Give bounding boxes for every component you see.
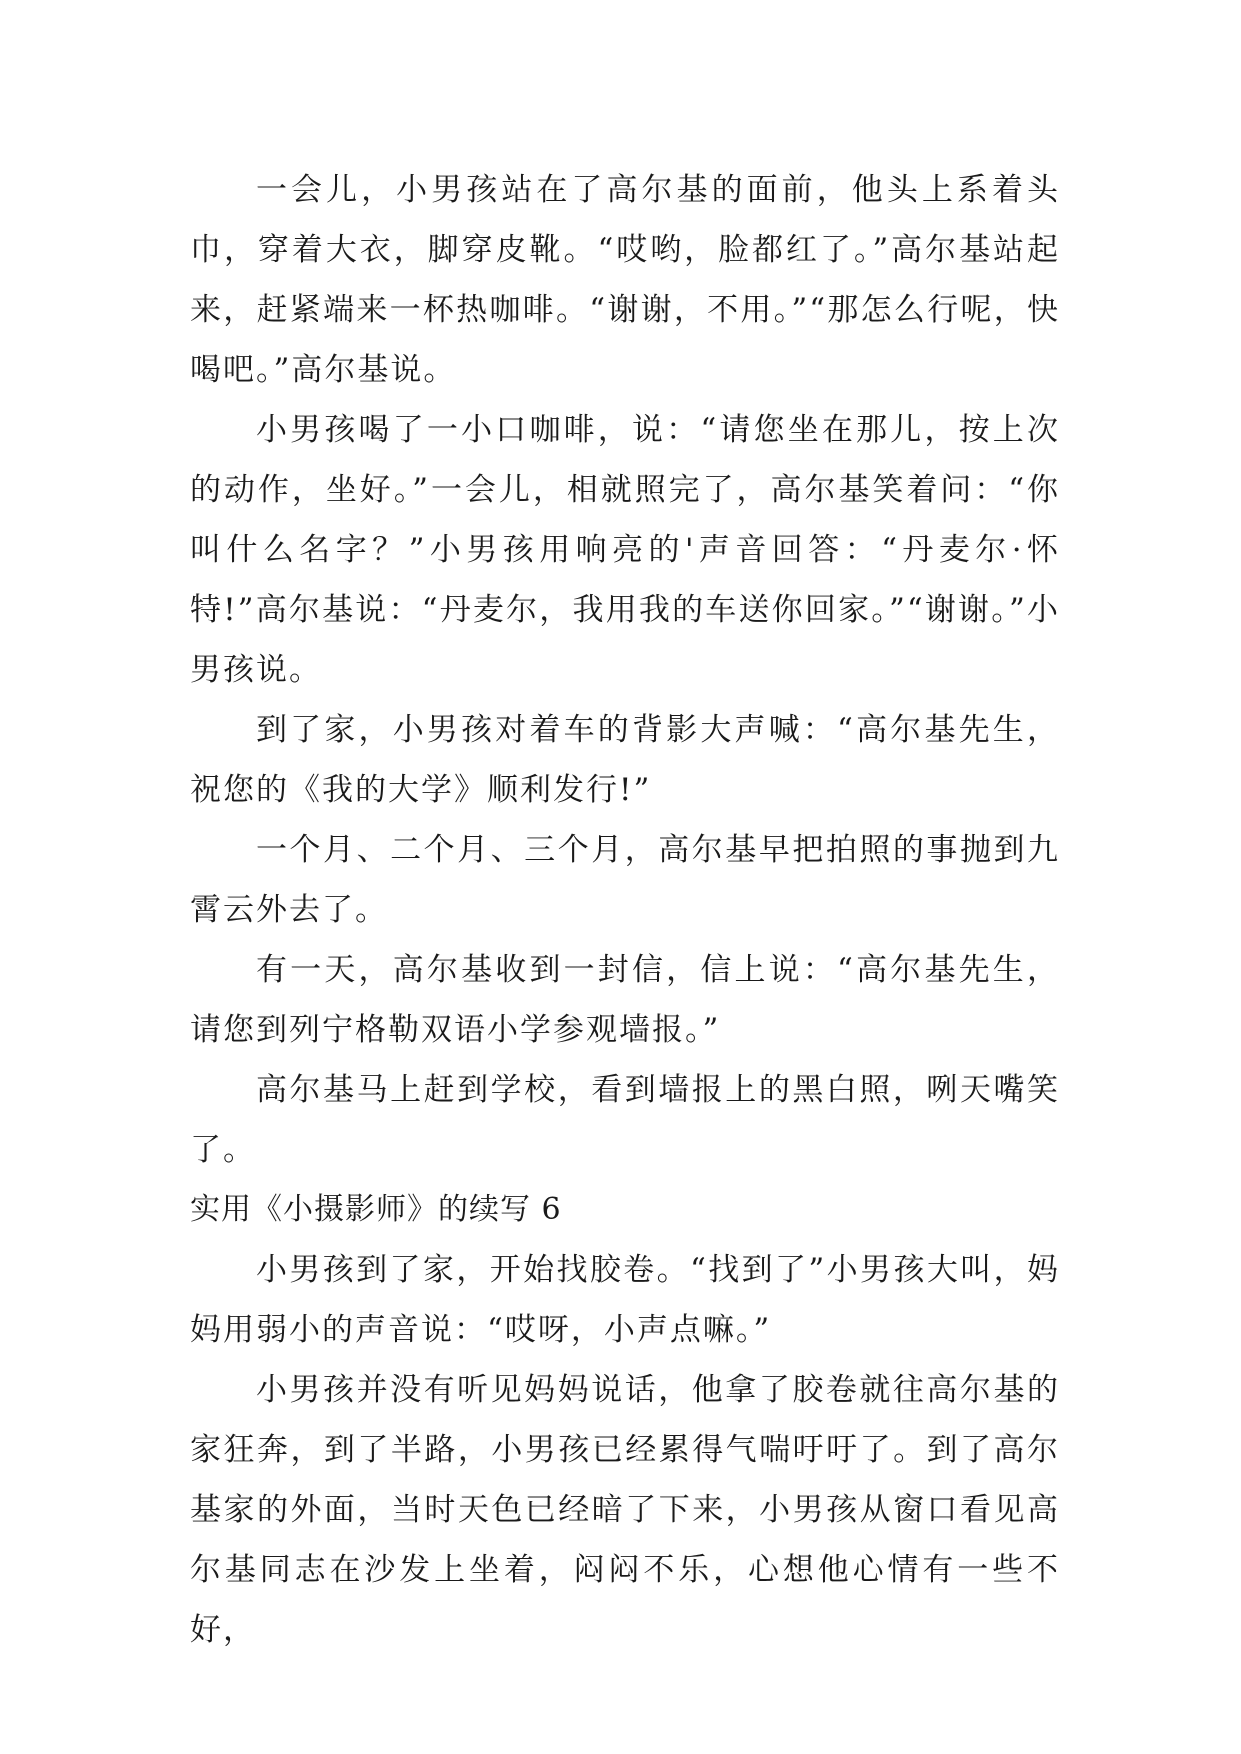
paragraph: 一个月、二个月、三个月，高尔基早把拍照的事抛到九霄云外去了。 xyxy=(190,832,1060,928)
paragraph: 小男孩并没有听见妈妈说话，他拿了胶卷就往高尔基的家狂奔，到了半路，小男孩已经累得气喘吁吁了。到了高尔基家的外面，当时天色已经暗了下来，小男孩从窗口看见高尔基同志在沙发上坐着，闷闷不乐，心想他心情有一些不好， xyxy=(190,1372,1060,1648)
paragraph: 高尔基马上赶到学校，看到墙报上的黑白照，咧天嘴笑了。 xyxy=(190,1072,1060,1168)
document-body xyxy=(190,160,1060,1660)
paragraph: 到了家，小男孩对着车的背影大声喊：“高尔基先生，祝您的《我的大学》顺利发行!” xyxy=(190,712,1060,808)
paragraph: 一会儿，小男孩站在了高尔基的面前，他头上系着头巾，穿着大衣，脚穿皮靴。“哎哟，脸都红了。”高尔基站起来，赶紧端来一杯热咖啡。“谢谢，不用。”“那怎么行呢，快喝吧。”高尔基说。 xyxy=(190,172,1060,388)
paragraph: 有一天，高尔基收到一封信，信上说：“高尔基先生，请您到列宁格勒双语小学参观墙报。” xyxy=(190,952,1060,1048)
section-heading: 实用《小摄影师》的续写 6 xyxy=(190,1192,562,1227)
paragraph: 小男孩喝了一小口咖啡，说：“请您坐在那儿，按上次的动作，坐好。”一会儿，相就照完了，高尔基笑着问：“你叫什么名字？”小男孩用响亮的'声音回答：“丹麦尔·怀特!”高尔基说：“丹麦尔，我用我的车送你回家。”“谢谢。”小男孩说。 xyxy=(190,412,1060,688)
paragraph: 小男孩到了家，开始找胶卷。“找到了”小男孩大叫，妈妈用弱小的声音说：“哎呀，小声点嘛。” xyxy=(190,1252,1060,1348)
